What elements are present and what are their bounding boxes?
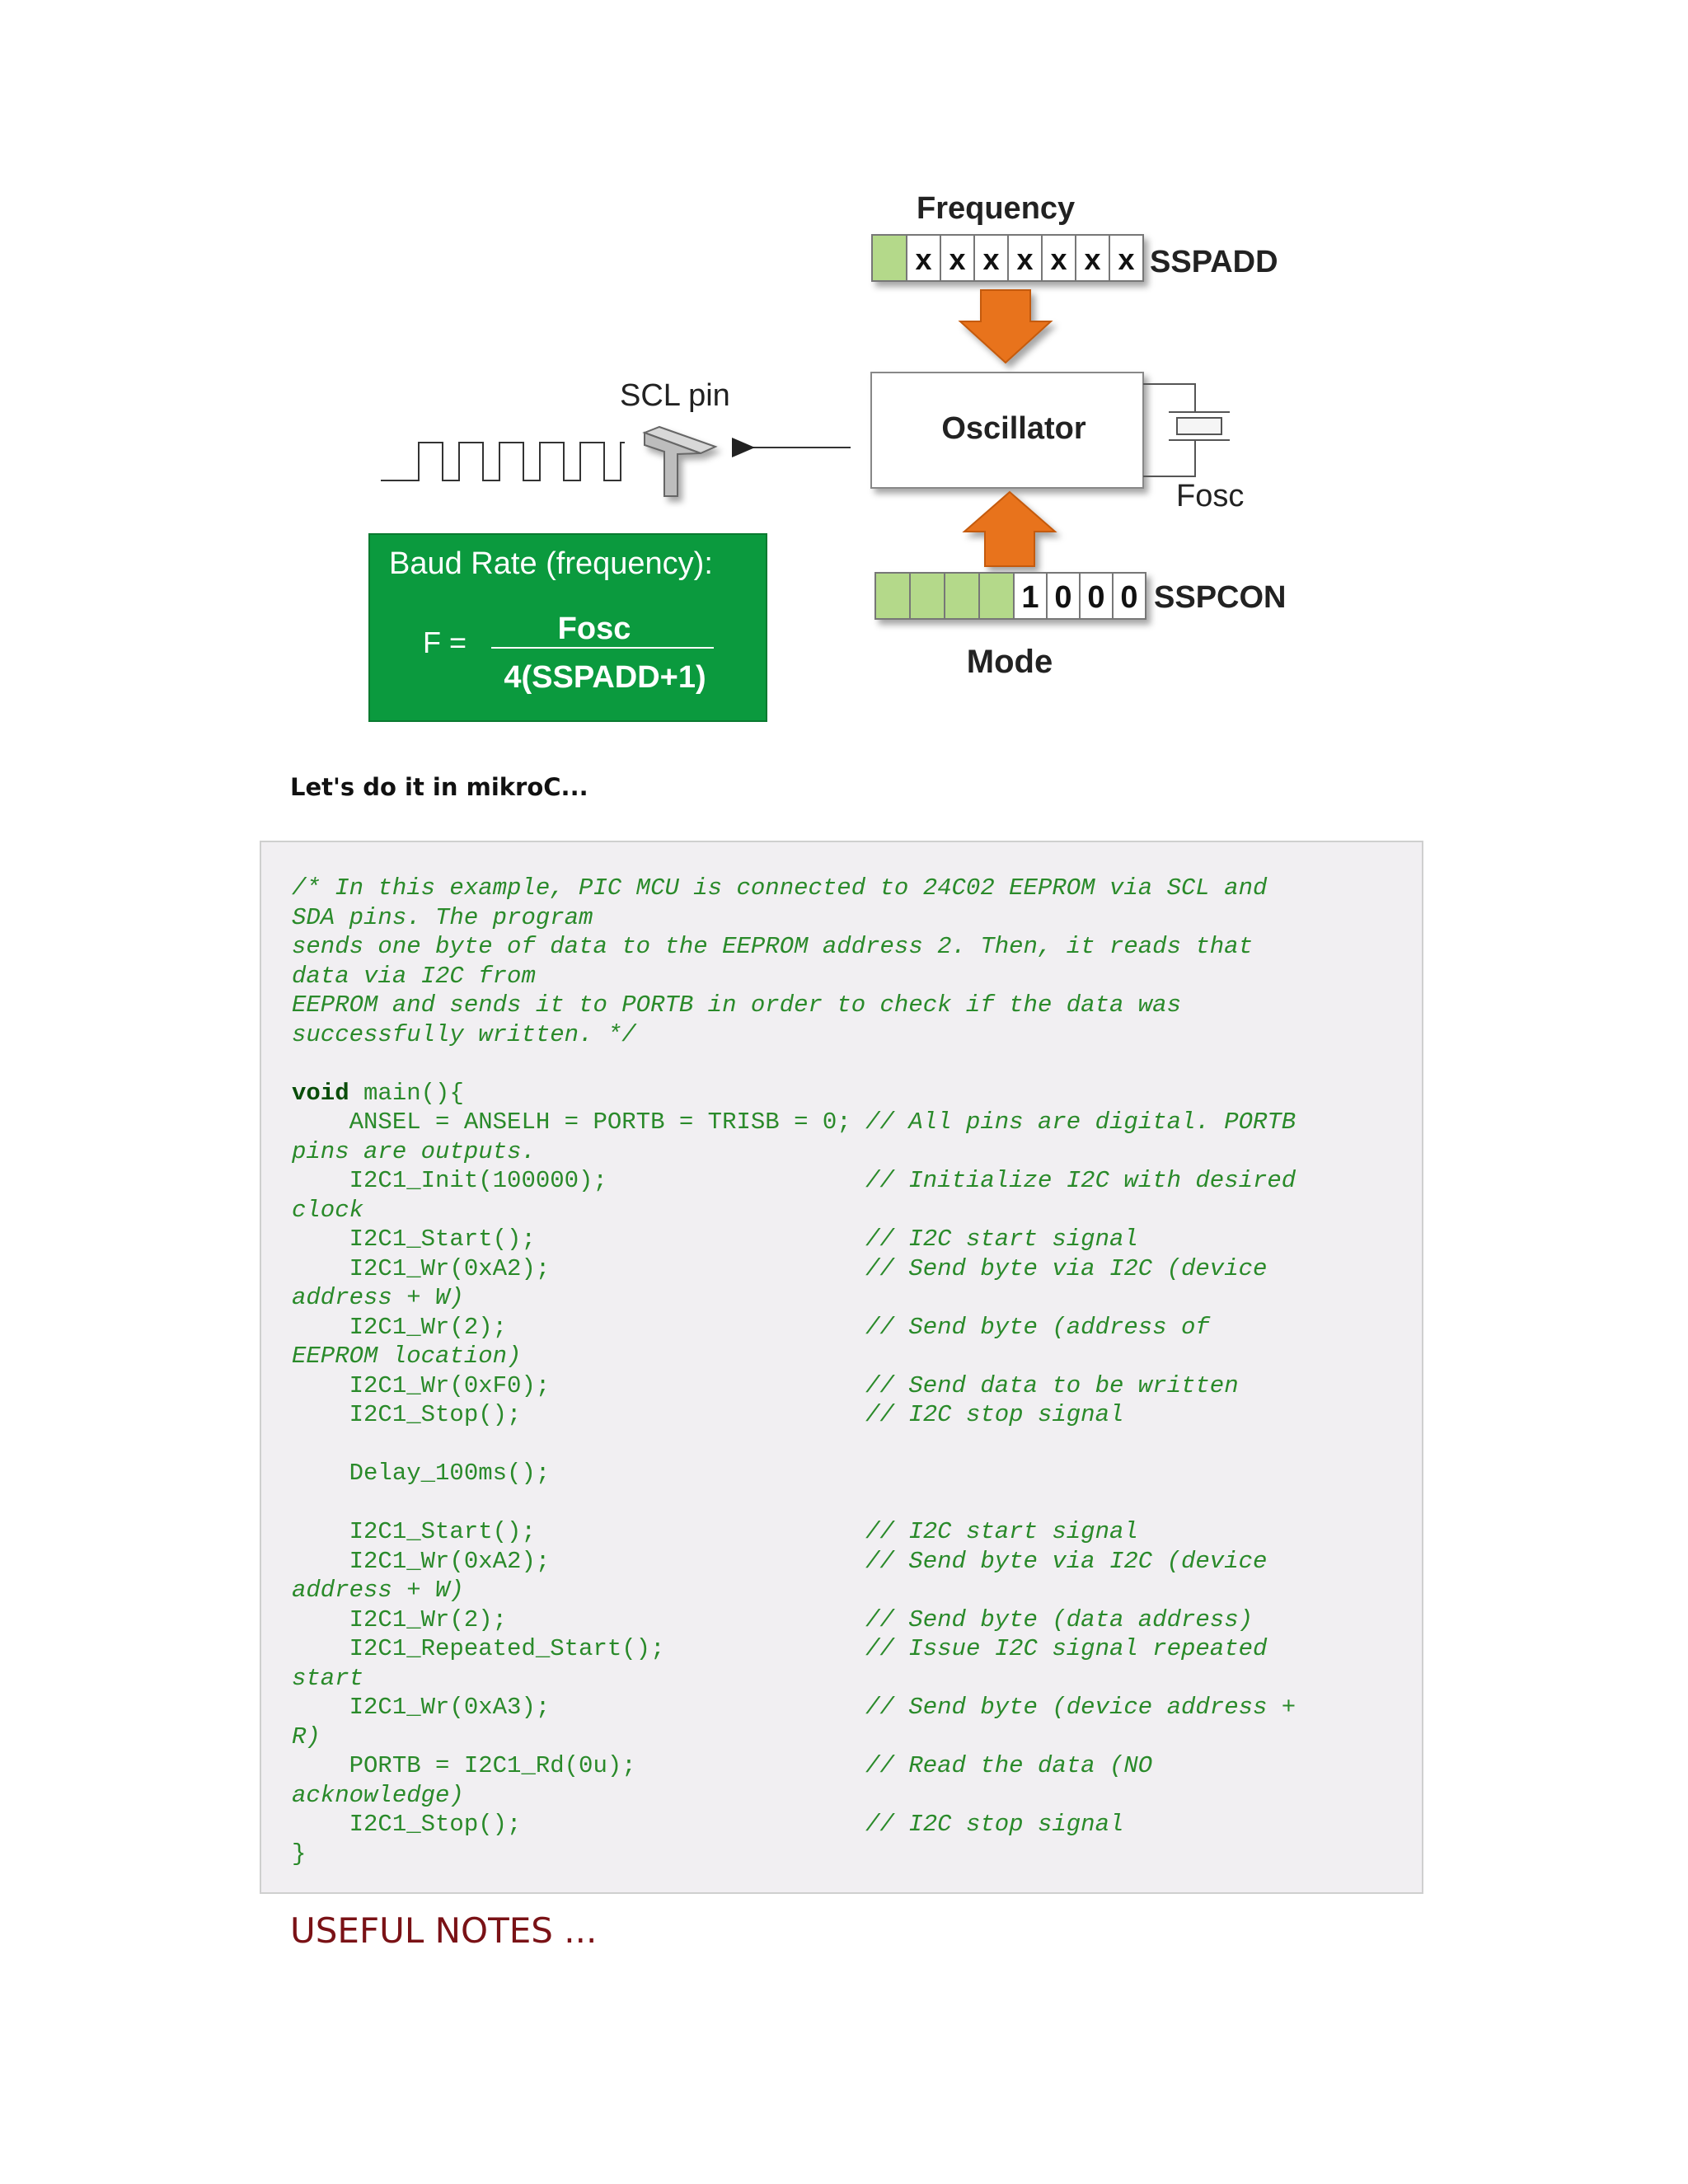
code-text: I2C1_Stop(); — [292, 1811, 866, 1838]
sspadd-bit: x — [1050, 242, 1067, 276]
code-comment: // Send byte (address of — [865, 1313, 1210, 1341]
code-line — [292, 1751, 1296, 1781]
sspadd-bit: x — [982, 242, 1000, 276]
code-text: I2C1_Wr(0xA2); — [292, 1254, 866, 1282]
code-text: I2C1_Wr(0xA3); — [292, 1694, 866, 1721]
code-line — [292, 1634, 1296, 1664]
code-line — [292, 1664, 1296, 1694]
code-line — [292, 1810, 1296, 1840]
formula-denominator: 4(SSPADD+1) — [504, 660, 706, 695]
scl-pin-label: SCL pin — [620, 378, 730, 413]
code-line — [292, 1488, 1296, 1518]
code-comment: /* In this example, PIC MCU is connected to 24C02 EEPROM via SCL and — [292, 874, 1268, 902]
code-text: Delay_100ms(); — [292, 1460, 551, 1487]
code-line — [292, 1313, 1296, 1343]
crystal-icon — [1143, 384, 1230, 476]
code-line — [292, 1400, 1296, 1430]
sspcon-bit: 0 — [1120, 580, 1138, 615]
code-comment: // Send byte (device address + — [865, 1694, 1296, 1721]
code-block — [260, 841, 1423, 1894]
code-text: PORTB = I2C1_Rd(0u); — [292, 1752, 866, 1779]
clock-waveform — [381, 443, 625, 480]
code-comment: // Initialize I2C with desired — [865, 1167, 1296, 1194]
code-line — [292, 1693, 1296, 1722]
code-listing — [292, 874, 1296, 1868]
code-comment: acknowledge) — [292, 1781, 464, 1809]
i2c-baud-rate-diagram — [0, 0, 1688, 742]
code-line — [292, 991, 1296, 1020]
sspadd-bit: x — [1118, 242, 1135, 276]
frequency-arrow-icon — [960, 290, 1051, 363]
mode-label: Mode — [966, 644, 1053, 680]
code-comment: start — [292, 1664, 364, 1692]
sspadd-bit: x — [915, 242, 932, 276]
sspcon-bit: 0 — [1054, 580, 1072, 615]
code-line — [292, 932, 1296, 962]
code-text: main(){ — [349, 1079, 464, 1107]
code-line — [292, 962, 1296, 991]
code-text: I2C1_Repeated_Start(); — [292, 1635, 866, 1662]
sspcon-bit: 1 — [1021, 580, 1039, 615]
code-line — [292, 1840, 1296, 1869]
sspadd-bit: x — [1016, 242, 1034, 276]
code-line — [292, 1079, 1296, 1108]
sspadd-bit: x — [1084, 242, 1101, 276]
code-line — [292, 1547, 1296, 1577]
code-comment: clock — [292, 1196, 364, 1224]
code-line — [292, 1020, 1296, 1050]
code-comment: data via I2C from — [292, 962, 536, 990]
formula-numerator: Fosc — [557, 612, 631, 646]
code-comment: address + W) — [292, 1577, 464, 1604]
code-text: } — [292, 1840, 307, 1868]
code-text: I2C1_Wr(0xA2); — [292, 1547, 866, 1575]
code-line — [292, 1371, 1296, 1401]
code-line — [292, 1166, 1296, 1196]
sspcon-label: SSPCON — [1154, 580, 1287, 615]
code-keyword: void — [292, 1079, 349, 1107]
code-comment: // Read the data (NO — [865, 1752, 1153, 1779]
code-line — [292, 874, 1296, 903]
code-line — [292, 1108, 1296, 1137]
formula-lhs: F = — [423, 626, 467, 659]
intro-text: Let's do it in mikroC... — [290, 773, 588, 801]
oscillator-label: Oscillator — [941, 411, 1086, 446]
code-text: I2C1_Stop(); — [292, 1401, 866, 1428]
code-text: ANSEL = ANSELH = PORTB = TRISB = 0; — [292, 1108, 866, 1136]
code-text: I2C1_Wr(2); — [292, 1313, 866, 1341]
code-text: I2C1_Init(100000); — [292, 1167, 866, 1194]
sspadd-bit: x — [949, 242, 966, 276]
code-text: I2C1_Wr(0xF0); — [292, 1371, 866, 1399]
code-comment: R) — [292, 1722, 321, 1750]
code-comment: // Send byte via I2C (device — [865, 1547, 1268, 1575]
code-comment: // Send byte (data address) — [865, 1605, 1254, 1633]
baud-rate-title: Baud Rate (frequency): — [389, 546, 713, 581]
code-comment: EEPROM and sends it to PORTB in order to check if the data was — [292, 991, 1181, 1019]
code-line — [292, 1342, 1296, 1371]
code-line — [292, 1254, 1296, 1284]
code-comment: SDA pins. The program — [292, 903, 593, 931]
code-line — [292, 1196, 1296, 1226]
code-line — [292, 1049, 1296, 1079]
scl-pin-icon — [645, 427, 715, 496]
code-line — [292, 1137, 1296, 1167]
code-line — [292, 1517, 1296, 1547]
code-comment: // Send byte via I2C (device — [865, 1254, 1268, 1282]
sspcon-register — [875, 573, 1146, 619]
code-line — [292, 1225, 1296, 1254]
code-line — [292, 1605, 1296, 1635]
code-text: I2C1_Wr(2); — [292, 1605, 866, 1633]
frequency-label: Frequency — [917, 191, 1076, 226]
code-comment: pins are outputs. — [292, 1137, 536, 1165]
code-line — [292, 1576, 1296, 1605]
code-line — [292, 1283, 1296, 1313]
code-comment: // I2C stop signal — [865, 1401, 1124, 1428]
code-comment: // All pins are digital. PORTB — [865, 1108, 1296, 1136]
sspadd-label: SSPADD — [1150, 245, 1278, 279]
code-comment: // Send data to be written — [865, 1371, 1239, 1399]
code-comment: sends one byte of data to the EEPROM address 2. Then, it reads that — [292, 933, 1253, 960]
code-line — [292, 903, 1296, 933]
mode-arrow-icon — [964, 492, 1055, 566]
code-line — [292, 1781, 1296, 1811]
code-comment: address + W) — [292, 1284, 464, 1311]
code-line — [292, 1722, 1296, 1752]
code-comment: successfully written. */ — [292, 1020, 636, 1048]
code-text: I2C1_Start(); — [292, 1518, 866, 1545]
code-comment: // I2C start signal — [865, 1226, 1138, 1253]
code-comment: // I2C start signal — [865, 1518, 1138, 1545]
code-comment: EEPROM location) — [292, 1343, 522, 1370]
useful-notes-heading: USEFUL NOTES ... — [290, 1910, 598, 1951]
code-comment: // Issue I2C signal repeated — [865, 1635, 1268, 1662]
code-text: I2C1_Start(); — [292, 1226, 866, 1253]
fosc-label: Fosc — [1176, 479, 1245, 513]
code-line — [292, 1459, 1296, 1488]
sspcon-bit: 0 — [1087, 580, 1105, 615]
code-comment: // I2C stop signal — [865, 1811, 1124, 1838]
code-line — [292, 1430, 1296, 1460]
